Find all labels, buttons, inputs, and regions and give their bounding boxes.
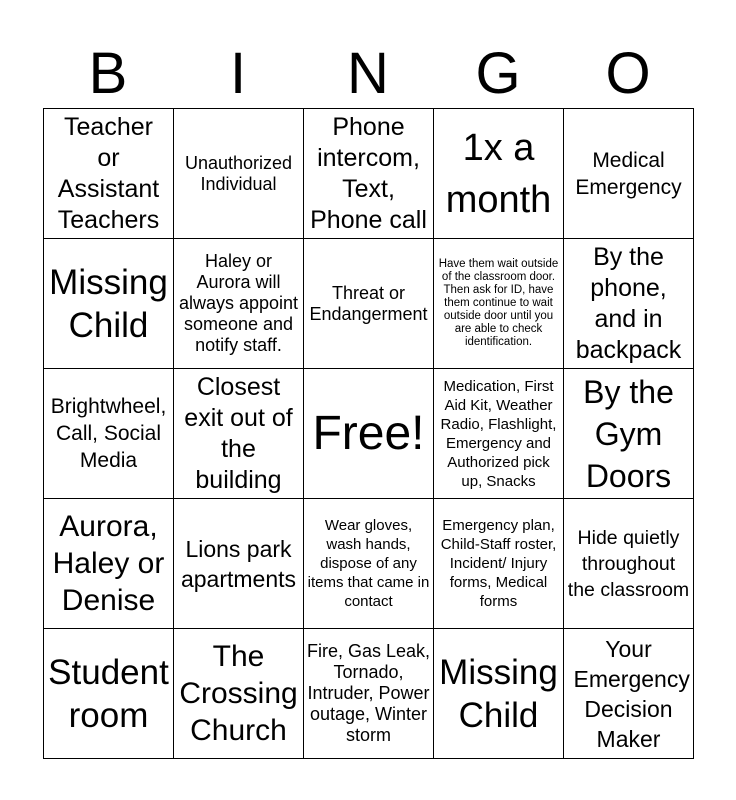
bingo-cell[interactable]: [44, 109, 174, 239]
cell-text: 1x a month: [445, 126, 552, 221]
cell-text: Phone intercom, Text, Phone call: [310, 112, 427, 234]
cell-text: Aurora, Haley or Denise: [52, 510, 165, 617]
bingo-cell[interactable]: [564, 109, 694, 239]
bingo-cell[interactable]: [44, 629, 174, 759]
bingo-cell[interactable]: [44, 239, 174, 369]
bingo-header: [43, 40, 693, 108]
cell-text: By the phone, and in backpack: [575, 242, 682, 364]
cell-text: Haley or Aurora will always appoint someone and notify staff.: [178, 251, 299, 355]
cell-text: Hide quietly throughout the classroom: [567, 526, 690, 601]
cell-text: Threat or Endangerment: [309, 282, 428, 324]
bingo-cell[interactable]: [434, 629, 564, 759]
bingo-cell[interactable]: [304, 499, 434, 629]
bingo-grid: [43, 108, 694, 759]
cell-text: Your Emergency Decision Maker: [573, 635, 690, 752]
cell-text: Medical Emergency: [575, 148, 682, 199]
cell-text: Wear gloves, wash hands, dispose of any items that came in contact: [307, 517, 430, 610]
bingo-cell[interactable]: [564, 629, 694, 759]
header-letter-g: G: [475, 41, 521, 106]
bingo-cell[interactable]: [304, 239, 434, 369]
header-letter-b: B: [88, 41, 128, 106]
bingo-cell[interactable]: [44, 369, 174, 499]
header-letter-i: I: [229, 41, 247, 106]
cell-text: The Crossing Church: [179, 640, 298, 747]
bingo-cell[interactable]: [174, 369, 304, 499]
cell-text: Brightwheel, Call, Social Media: [50, 395, 167, 472]
bingo-cell[interactable]: [304, 109, 434, 239]
cell-text: Fire, Gas Leak, Tornado, Intruder, Power outage, Winter storm: [306, 641, 431, 745]
bingo-cell[interactable]: [564, 499, 694, 629]
bingo-cell[interactable]: [44, 499, 174, 629]
header-letter-o: O: [605, 41, 651, 106]
cell-text: Missing Child: [439, 652, 558, 735]
bingo-cell[interactable]: [564, 239, 694, 369]
cell-text: Closest exit out of the building: [184, 372, 293, 494]
bingo-cell[interactable]: [434, 499, 564, 629]
bingo-cell[interactable]: [174, 239, 304, 369]
cell-text: Medication, First Aid Kit, Weather Radio, Flashlight, Emergency and Authorized pick up, Snacks: [440, 377, 557, 490]
cell-text: By the Gym Doors: [583, 373, 674, 494]
header-letter-n: N: [347, 41, 389, 106]
bingo-cell[interactable]: [434, 109, 564, 239]
cell-text: Lions park apartments: [180, 535, 297, 592]
cell-text: Free!: [312, 406, 425, 460]
bingo-cell[interactable]: [564, 369, 694, 499]
cell-text: Teacher or Assistant Teachers: [57, 112, 160, 234]
bingo-cell[interactable]: [174, 499, 304, 629]
bingo-cell[interactable]: [174, 629, 304, 759]
bingo-cell[interactable]: [304, 629, 434, 759]
cell-text: Unauthorized Individual: [184, 152, 293, 194]
cell-text: Have them wait outside of the classroom door. Then ask for ID, have them continue to wait outside door until you are able to check identification.: [438, 258, 559, 348]
bingo-cell[interactable]: [174, 109, 304, 239]
cell-text: Student room: [48, 652, 169, 735]
cell-text: Emergency plan, Child-Staff roster, Incident/ Injury forms, Medical forms: [440, 517, 557, 610]
bingo-cell[interactable]: [434, 239, 564, 369]
bingo-cell[interactable]: [304, 369, 434, 499]
cell-text: Missing Child: [49, 262, 168, 345]
bingo-cell[interactable]: [434, 369, 564, 499]
